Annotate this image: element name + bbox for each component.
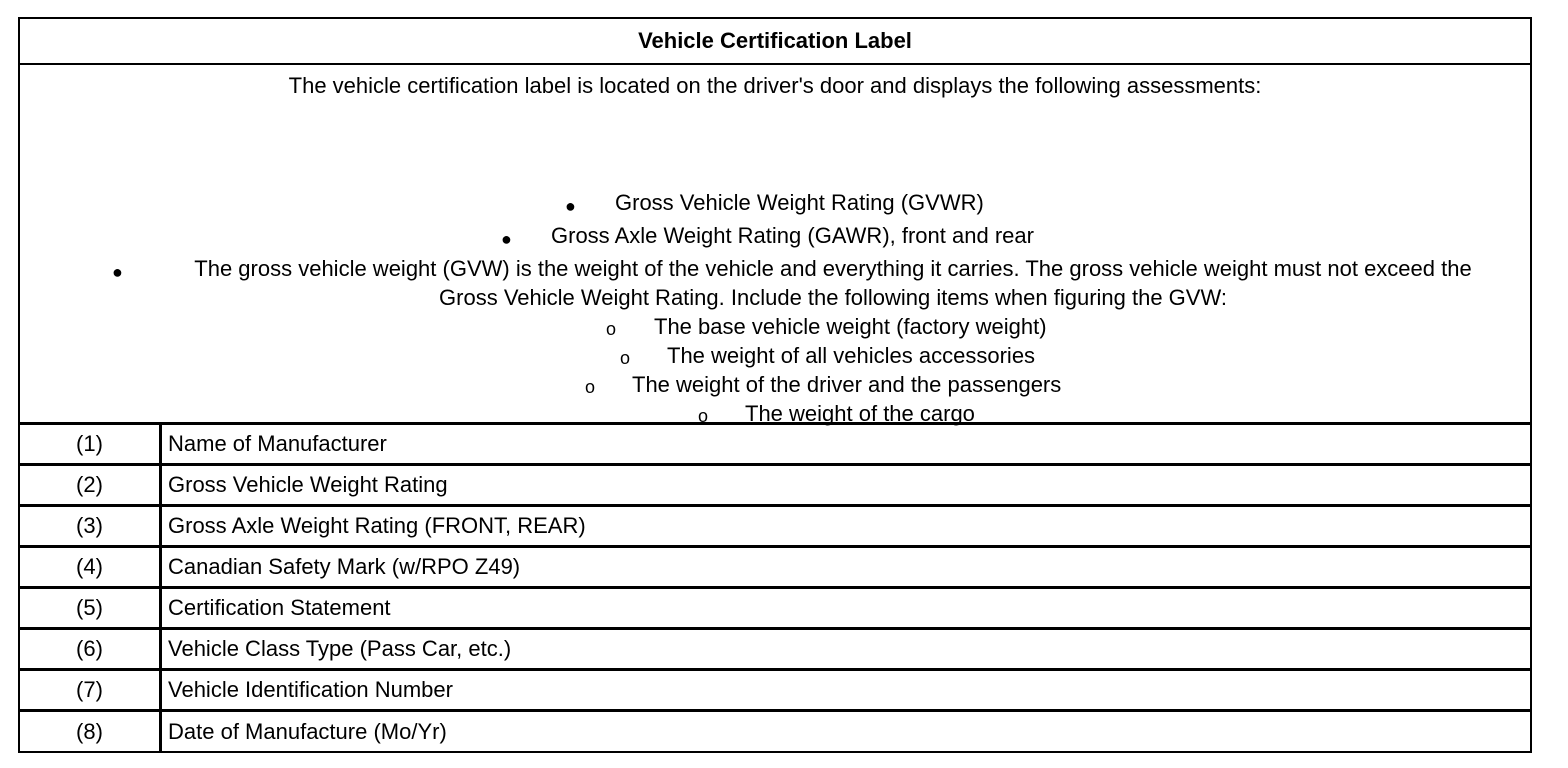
sub-bullet-icon: o [606, 319, 617, 339]
table-row [20, 671, 1530, 712]
table-row [20, 589, 1530, 630]
sub-bullet-icon: o [698, 406, 709, 426]
item-number: (6) [20, 630, 162, 668]
item-name: Canadian Safety Mark (w/RPO Z49) [168, 554, 521, 579]
sub-bullet-item: The weight of the cargo [745, 401, 975, 426]
sub-bullet-icon: o [585, 377, 596, 397]
item-name: Date of Manufacture (Mo/Yr) [168, 718, 447, 744]
table-title: Vehicle Certification Label [20, 19, 1530, 65]
item-name: Gross Axle Weight Rating (FRONT, REAR) [168, 513, 586, 538]
item-number: (7) [20, 671, 162, 709]
table-row [20, 425, 1530, 466]
item-number: (1) [20, 425, 162, 463]
bullet-item: Gross Axle Weight Rating (GAWR), front and rear [551, 223, 1034, 248]
items-list [20, 425, 1530, 751]
item-name: Certification Statement [168, 595, 391, 620]
sub-bullet-item: The base vehicle weight (factory weight) [654, 314, 1047, 339]
table-row [20, 712, 1530, 751]
item-number: (3) [20, 507, 162, 545]
intro-text: The vehicle certification label is located on the driver's door and displays the following assessments: [288, 73, 1262, 98]
bullet-item: The gross vehicle weight (GVW) is the weight of the vehicle and everything it carries. The gross vehicle weight must not exceed the Gross Vehicle Weight Rating. Include the following items when figuring the GVW: [194, 256, 1472, 310]
item-name: Vehicle Class Type (Pass Car, etc.) [168, 636, 512, 661]
table-row [20, 630, 1530, 671]
table-row [20, 507, 1530, 548]
item-name: Vehicle Identification Number [168, 677, 453, 702]
bullet-icon: ● [112, 262, 123, 282]
bullet-icon: ● [565, 196, 576, 216]
sub-bullet-icon: o [620, 348, 631, 368]
certification-label-table [18, 17, 1532, 753]
item-number: (4) [20, 548, 162, 586]
item-name: Name of Manufacturer [168, 431, 387, 456]
bullet-icon: ● [501, 229, 512, 249]
item-number: (2) [20, 466, 162, 504]
item-number: (8) [20, 712, 162, 751]
bullet-item: Gross Vehicle Weight Rating (GVWR) [615, 190, 984, 215]
description-cell [20, 65, 1530, 425]
sub-bullet-item: The weight of the driver and the passengers [632, 372, 1062, 397]
item-number: (5) [20, 589, 162, 627]
item-name: Gross Vehicle Weight Rating [168, 472, 448, 497]
table-row [20, 466, 1530, 507]
sub-bullet-item: The weight of all vehicles accessories [667, 343, 1036, 368]
table-row [20, 548, 1530, 589]
